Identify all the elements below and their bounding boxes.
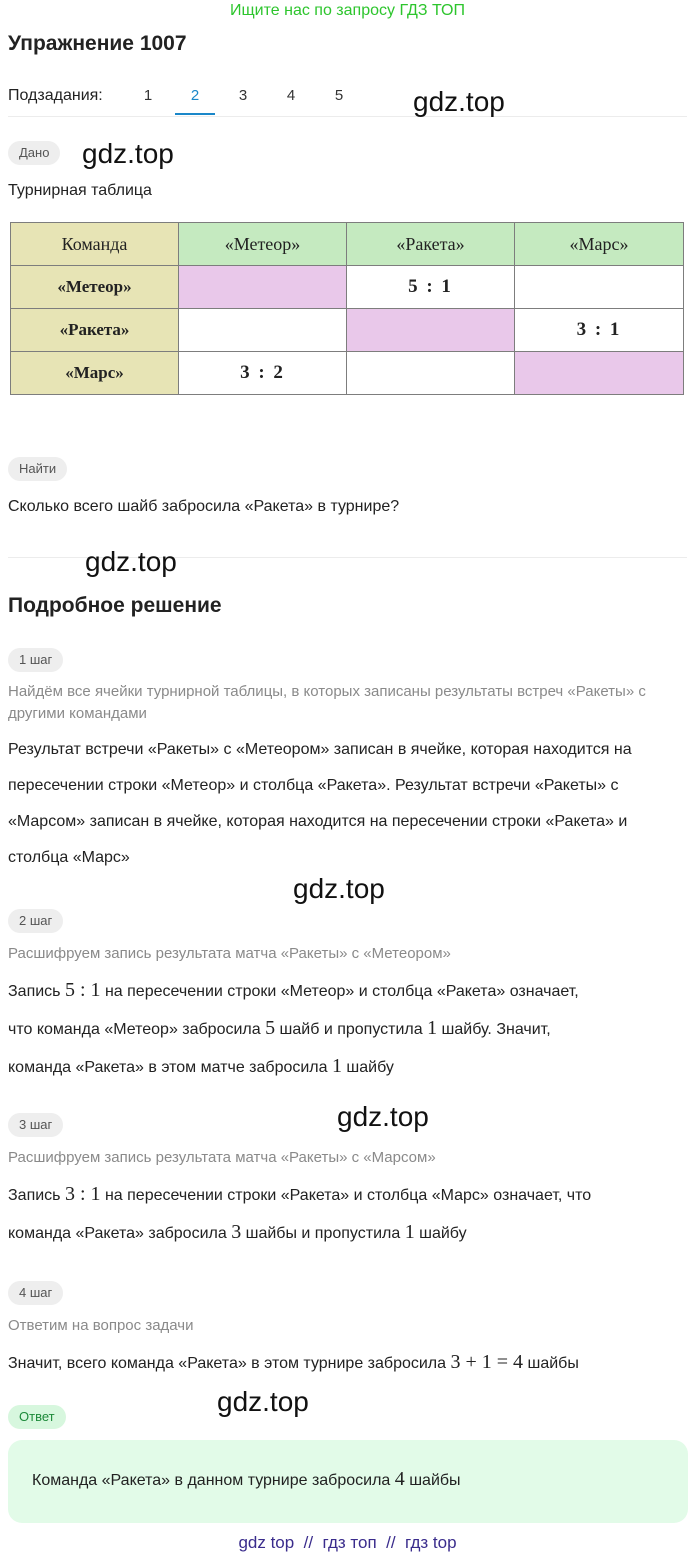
- text-part: шайбу. Значит,: [437, 1021, 551, 1038]
- table-cell: 5 : 1: [347, 266, 515, 309]
- step-subtitle: Ответим на вопрос задачи: [8, 1317, 194, 1334]
- answer-chip: Ответ: [8, 1405, 66, 1429]
- table-cell: 3 : 2: [179, 352, 347, 395]
- step-text: Результат встречи «Ракеты» с «Метеором» записан в ячейке, которая находится на пересечении строки «Метеор» и столбца «Ракета». Результат встречи «Ракеты» с «Марсом» записан в ячейке, которая находится на пересечении строки «Ракета» и столбца «Марс»: [8, 741, 632, 866]
- search-banner: Ищите нас по запросу ГДЗ ТОП: [230, 2, 465, 19]
- subtask-tab-1[interactable]: 1: [143, 87, 153, 104]
- table-header-cell: «Метеор»: [179, 223, 347, 266]
- page-title: Упражнение 1007: [8, 32, 187, 55]
- math-expression: 4: [394, 1468, 405, 1490]
- text-part: шайб и пропустила: [275, 1021, 428, 1038]
- math-expression: 3 : 1: [64, 1183, 101, 1205]
- table-header-cell: «Марс»: [515, 223, 684, 266]
- step-subtitle: Найдём все ячейки турнирной таблицы, в которых записаны результаты встреч «Ракеты» с другими командами: [8, 683, 646, 722]
- step-subtitle: Расшифруем запись результата матча «Ракеты» с «Метеором»: [8, 945, 451, 962]
- math-expression: 5: [265, 1017, 276, 1039]
- solution-title: Подробное решение: [8, 594, 222, 617]
- table-cell: [515, 266, 684, 309]
- text-part: Значит, всего команда «Ракета» в этом турнире забросила: [8, 1355, 451, 1372]
- watermark: gdz.top: [293, 873, 385, 904]
- step-text: [8, 1176, 688, 1252]
- given-caption: Турнирная таблица: [8, 182, 152, 199]
- step-text: [8, 972, 688, 1086]
- table-row-header: «Марс»: [11, 352, 179, 395]
- subtask-tab-5[interactable]: 5: [334, 87, 344, 104]
- given-chip: Дано: [8, 141, 60, 165]
- text-part: шайбы: [523, 1355, 579, 1372]
- footer-links[interactable]: gdz top // гдз топ // гдз top: [238, 1533, 457, 1552]
- table-cell-diagonal: [347, 309, 515, 352]
- table-row-header: «Ракета»: [11, 309, 179, 352]
- step-chip: 1 шаг: [8, 648, 63, 672]
- step-subtitle: Расшифруем запись результата матча «Ракеты» с «Марсом»: [8, 1149, 436, 1166]
- step-chip: 2 шаг: [8, 909, 63, 933]
- watermark: gdz.top: [413, 86, 505, 117]
- text-part: что команда «Метеор» забросила: [8, 1021, 266, 1038]
- find-question: Сколько всего шайб забросила «Ракета» в турнире?: [8, 498, 400, 515]
- watermark: gdz.top: [337, 1101, 429, 1132]
- text-part: Запись: [8, 1187, 65, 1204]
- subtask-tab-3[interactable]: 3: [238, 87, 248, 104]
- table-cell: [179, 309, 347, 352]
- table-cell: 3 : 1: [515, 309, 684, 352]
- text-part: команда «Ракета» в этом матче забросила: [8, 1059, 332, 1076]
- math-expression: 5 : 1: [64, 979, 101, 1001]
- subtask-tab-4[interactable]: 4: [286, 87, 296, 104]
- step-chip: 4 шаг: [8, 1281, 63, 1305]
- step-chip: 3 шаг: [8, 1113, 63, 1137]
- watermark: gdz.top: [82, 138, 174, 169]
- table-cell-diagonal: [515, 352, 684, 395]
- subtask-tab-2[interactable]: 2: [190, 87, 200, 104]
- table-header-cell: Команда: [11, 223, 179, 266]
- divider: [8, 116, 687, 117]
- subtasks-label: Подзадания:: [8, 87, 103, 104]
- step-text: [8, 1344, 688, 1382]
- table-header-cell: «Ракета»: [347, 223, 515, 266]
- find-chip: Найти: [8, 457, 67, 481]
- watermark: gdz.top: [217, 1386, 309, 1417]
- table-row-header: «Метеор»: [11, 266, 179, 309]
- text-part: шайбу: [414, 1225, 467, 1242]
- text-part: Запись: [8, 983, 65, 1000]
- active-tab-indicator: [175, 113, 215, 115]
- answer-text: [32, 1468, 461, 1491]
- text-part: шайбу: [341, 1059, 394, 1076]
- table-cell-diagonal: [179, 266, 347, 309]
- text-part: на пересечении строки «Метеор» и столбца «Ракета» означает,: [100, 983, 579, 1000]
- text-part: Команда «Ракета» в данном турнире забросила: [32, 1472, 395, 1489]
- math-expression: 1: [331, 1055, 342, 1077]
- text-part: на пересечении строки «Ракета» и столбца «Марс» означает, что: [100, 1187, 592, 1204]
- text-part: команда «Ракета» забросила: [8, 1225, 232, 1242]
- table-cell: [347, 352, 515, 395]
- math-expression: 3 + 1 = 4: [450, 1351, 524, 1373]
- math-expression: 3: [231, 1221, 242, 1243]
- math-expression: 1: [427, 1017, 438, 1039]
- tournament-table: [10, 222, 684, 395]
- watermark: gdz.top: [85, 546, 177, 577]
- text-part: шайбы: [404, 1472, 461, 1489]
- math-expression: 1: [404, 1221, 415, 1243]
- text-part: шайбы и пропустила: [241, 1225, 405, 1242]
